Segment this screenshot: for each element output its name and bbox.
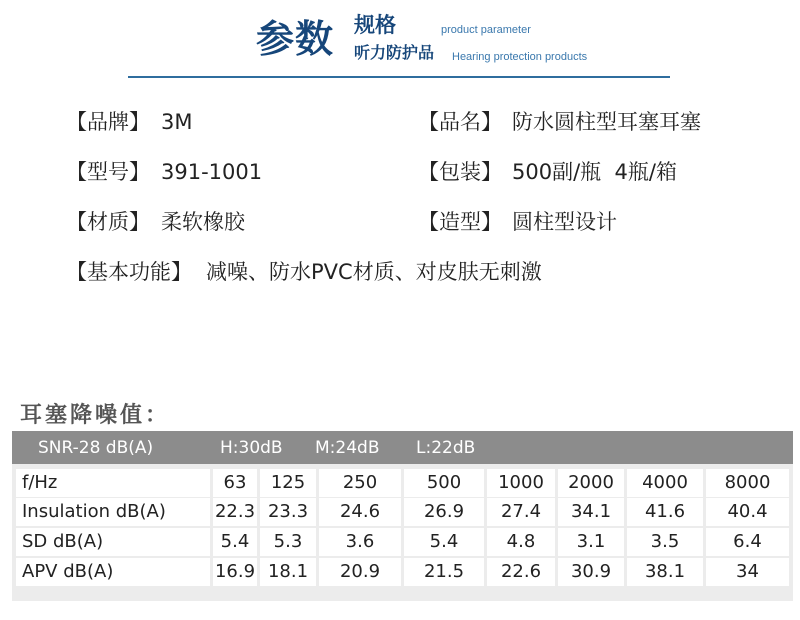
table-cell: 3.1 bbox=[558, 528, 624, 556]
table-cell: 21.5 bbox=[404, 558, 484, 586]
spec-function-value: 减噪、防水PVC材质、对皮肤无刺激 bbox=[206, 260, 542, 284]
table-cell: 500 bbox=[404, 469, 484, 497]
spec-package-label: 【包装】 bbox=[418, 160, 502, 184]
table-cell: 6.4 bbox=[706, 528, 789, 556]
spec-material-value: 柔软橡胶 bbox=[161, 210, 245, 234]
header-divider bbox=[128, 76, 670, 78]
table-cell: 5.3 bbox=[260, 528, 316, 556]
spec-model-value: 391-1001 bbox=[161, 160, 263, 184]
table-cell: 4000 bbox=[627, 469, 703, 497]
table-cell: 22.3 bbox=[213, 498, 257, 526]
table-cell: 1000 bbox=[487, 469, 555, 497]
header-subtitle-cn: 规格 bbox=[354, 13, 396, 37]
header-category-cn: 听力防护品 bbox=[354, 43, 435, 62]
table-cell: 24.6 bbox=[319, 498, 401, 526]
table-cell: 5.4 bbox=[213, 528, 257, 556]
row-label: SD dB(A) bbox=[16, 528, 210, 556]
table-cell: 5.4 bbox=[404, 528, 484, 556]
table-cell: 63 bbox=[213, 469, 257, 497]
spec-brand-label: 【品牌】 bbox=[66, 110, 150, 134]
spec-shape bbox=[418, 208, 758, 236]
h-value: H:30dB bbox=[220, 438, 283, 458]
table-row bbox=[12, 498, 793, 528]
header-title: 参数 bbox=[256, 17, 335, 61]
table-cell: 38.1 bbox=[627, 558, 703, 586]
spec-model bbox=[66, 158, 366, 186]
table-cell: 41.6 bbox=[627, 498, 703, 526]
table-row bbox=[12, 469, 793, 499]
spec-brand-value: 3M bbox=[161, 110, 193, 134]
spec-package-value: 500副/瓶 4瓶/箱 bbox=[512, 160, 677, 184]
l-value: L:22dB bbox=[416, 438, 476, 458]
table-cell: 26.9 bbox=[404, 498, 484, 526]
table-cell: 250 bbox=[319, 469, 401, 497]
table-cell: 30.9 bbox=[558, 558, 624, 586]
table-cell: 4.8 bbox=[487, 528, 555, 556]
table-cell: 22.6 bbox=[487, 558, 555, 586]
snr-value: SNR-28 dB(A) bbox=[38, 438, 154, 458]
spec-shape-label: 【造型】 bbox=[418, 210, 502, 234]
table-cell: 3.5 bbox=[627, 528, 703, 556]
header-subtitle-en: product parameter bbox=[441, 24, 531, 36]
noise-reduction-title: 耳塞降噪值： bbox=[20, 403, 171, 428]
header-category-en: Hearing protection products bbox=[452, 51, 588, 63]
spec-model-label: 【型号】 bbox=[66, 160, 150, 184]
table-cell: 20.9 bbox=[319, 558, 401, 586]
table-cell: 16.9 bbox=[213, 558, 257, 586]
spec-material-label: 【材质】 bbox=[66, 210, 150, 234]
spec-name bbox=[418, 108, 758, 136]
table-cell: 125 bbox=[260, 469, 316, 497]
spec-function bbox=[66, 258, 686, 286]
table-row bbox=[12, 528, 793, 558]
table-cell: 18.1 bbox=[260, 558, 316, 586]
row-label: APV dB(A) bbox=[16, 558, 210, 586]
row-label: f/Hz bbox=[16, 469, 210, 497]
table-header bbox=[12, 431, 793, 464]
spec-function-label: 【基本功能】 bbox=[66, 260, 192, 284]
table-cell: 23.3 bbox=[260, 498, 316, 526]
spec-material bbox=[66, 208, 366, 236]
table-cell: 2000 bbox=[558, 469, 624, 497]
noise-reduction-table bbox=[12, 431, 793, 601]
table-cell: 8000 bbox=[706, 469, 789, 497]
table-cell: 34 bbox=[706, 558, 789, 586]
table-cell: 34.1 bbox=[558, 498, 624, 526]
spec-shape-value: 圆柱型设计 bbox=[512, 210, 617, 234]
row-label: Insulation dB(A) bbox=[16, 498, 210, 526]
table-cell: 40.4 bbox=[706, 498, 789, 526]
spec-package bbox=[418, 158, 758, 186]
spec-name-value: 防水圆柱型耳塞耳塞 bbox=[512, 110, 701, 134]
table-row bbox=[12, 558, 793, 588]
spec-brand bbox=[66, 108, 366, 136]
table-cell: 3.6 bbox=[319, 528, 401, 556]
table-cell: 27.4 bbox=[487, 498, 555, 526]
m-value: M:24dB bbox=[315, 438, 380, 458]
spec-name-label: 【品名】 bbox=[418, 110, 502, 134]
